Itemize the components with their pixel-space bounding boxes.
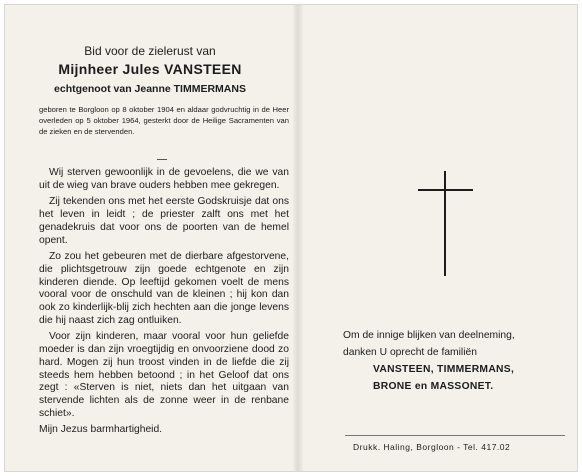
cross-icon-bar: [418, 189, 473, 191]
paragraph: Voor zijn kinderen, maar vooral voor hun geliefde moeder is dan zijn vroegtijdig en onvoorziene dood zo hard. Mogen zij hun troost vinden in de liefde die zij steeds hem hebben betoond ; in het Geloof dat ons zegt : «Sterven is niet, niets dan het uitgaan van stervende lichten als de zonne weer in de renbane schiet».: [39, 331, 289, 419]
prayer-heading: Bid voor de zielerust van: [84, 44, 216, 58]
family-names: VANSTEEN, TIMMERMANS,: [373, 364, 515, 375]
spouse-line: echtgenoot van Jeanne TIMMERMANS: [54, 83, 246, 95]
left-panel: [5, 5, 295, 471]
card-fold: [293, 5, 303, 471]
printer-credit: Drukk. Haling, Borgloon - Tel. 417.02: [353, 442, 511, 452]
right-panel: [303, 5, 579, 471]
thanks-line: Om de innige blijken van deelneming,: [343, 330, 515, 341]
thanks-line: danken U oprecht de familiën: [343, 347, 477, 358]
thanks-block: [343, 327, 579, 395]
printer-divider: [345, 435, 565, 436]
divider: [157, 159, 167, 160]
deceased-name: Mijnheer Jules VANSTEEN: [58, 61, 242, 77]
paragraph: Wij sterven gewoonlijk in de gevoelens, die we van uit de wieg van brave ouders hebben mee gekregen.: [39, 167, 289, 191]
closing-prayer: Mijn Jezus barmhartigheid.: [39, 424, 163, 436]
memorial-text: [39, 167, 289, 437]
memorial-card: [4, 4, 578, 472]
biography: geboren te Borgloon op 8 oktober 1904 en aldaar godvruchtig in de Heer overleden op 5 oktober 1964, gesterkt door de Heilige Sacramenten van de zieken en de stervenden.: [39, 105, 289, 136]
cross-icon: [444, 171, 446, 276]
paragraph: Zo zou het gebeuren met de dierbare afgestorvene, die plichtsgetrouw zijn goede echtgenote en zijn kinderen diende. Op leeftijd gekomen voelt de mens vooral voor de onschuld van de kleinen ; hij kon dan ook zo kinderlijk-blij zich hechten aan die jonge levens die hij naast zich zag ontluiken.: [39, 251, 289, 326]
paragraph: Zij tekenden ons met het eerste Godskruisje dat ons het leven in leidt ; de priester zalft ons met het genadekruis dat voor ons de poorten van de hemel opent.: [39, 196, 289, 246]
family-names: BRONE en MASSONET.: [373, 381, 494, 392]
